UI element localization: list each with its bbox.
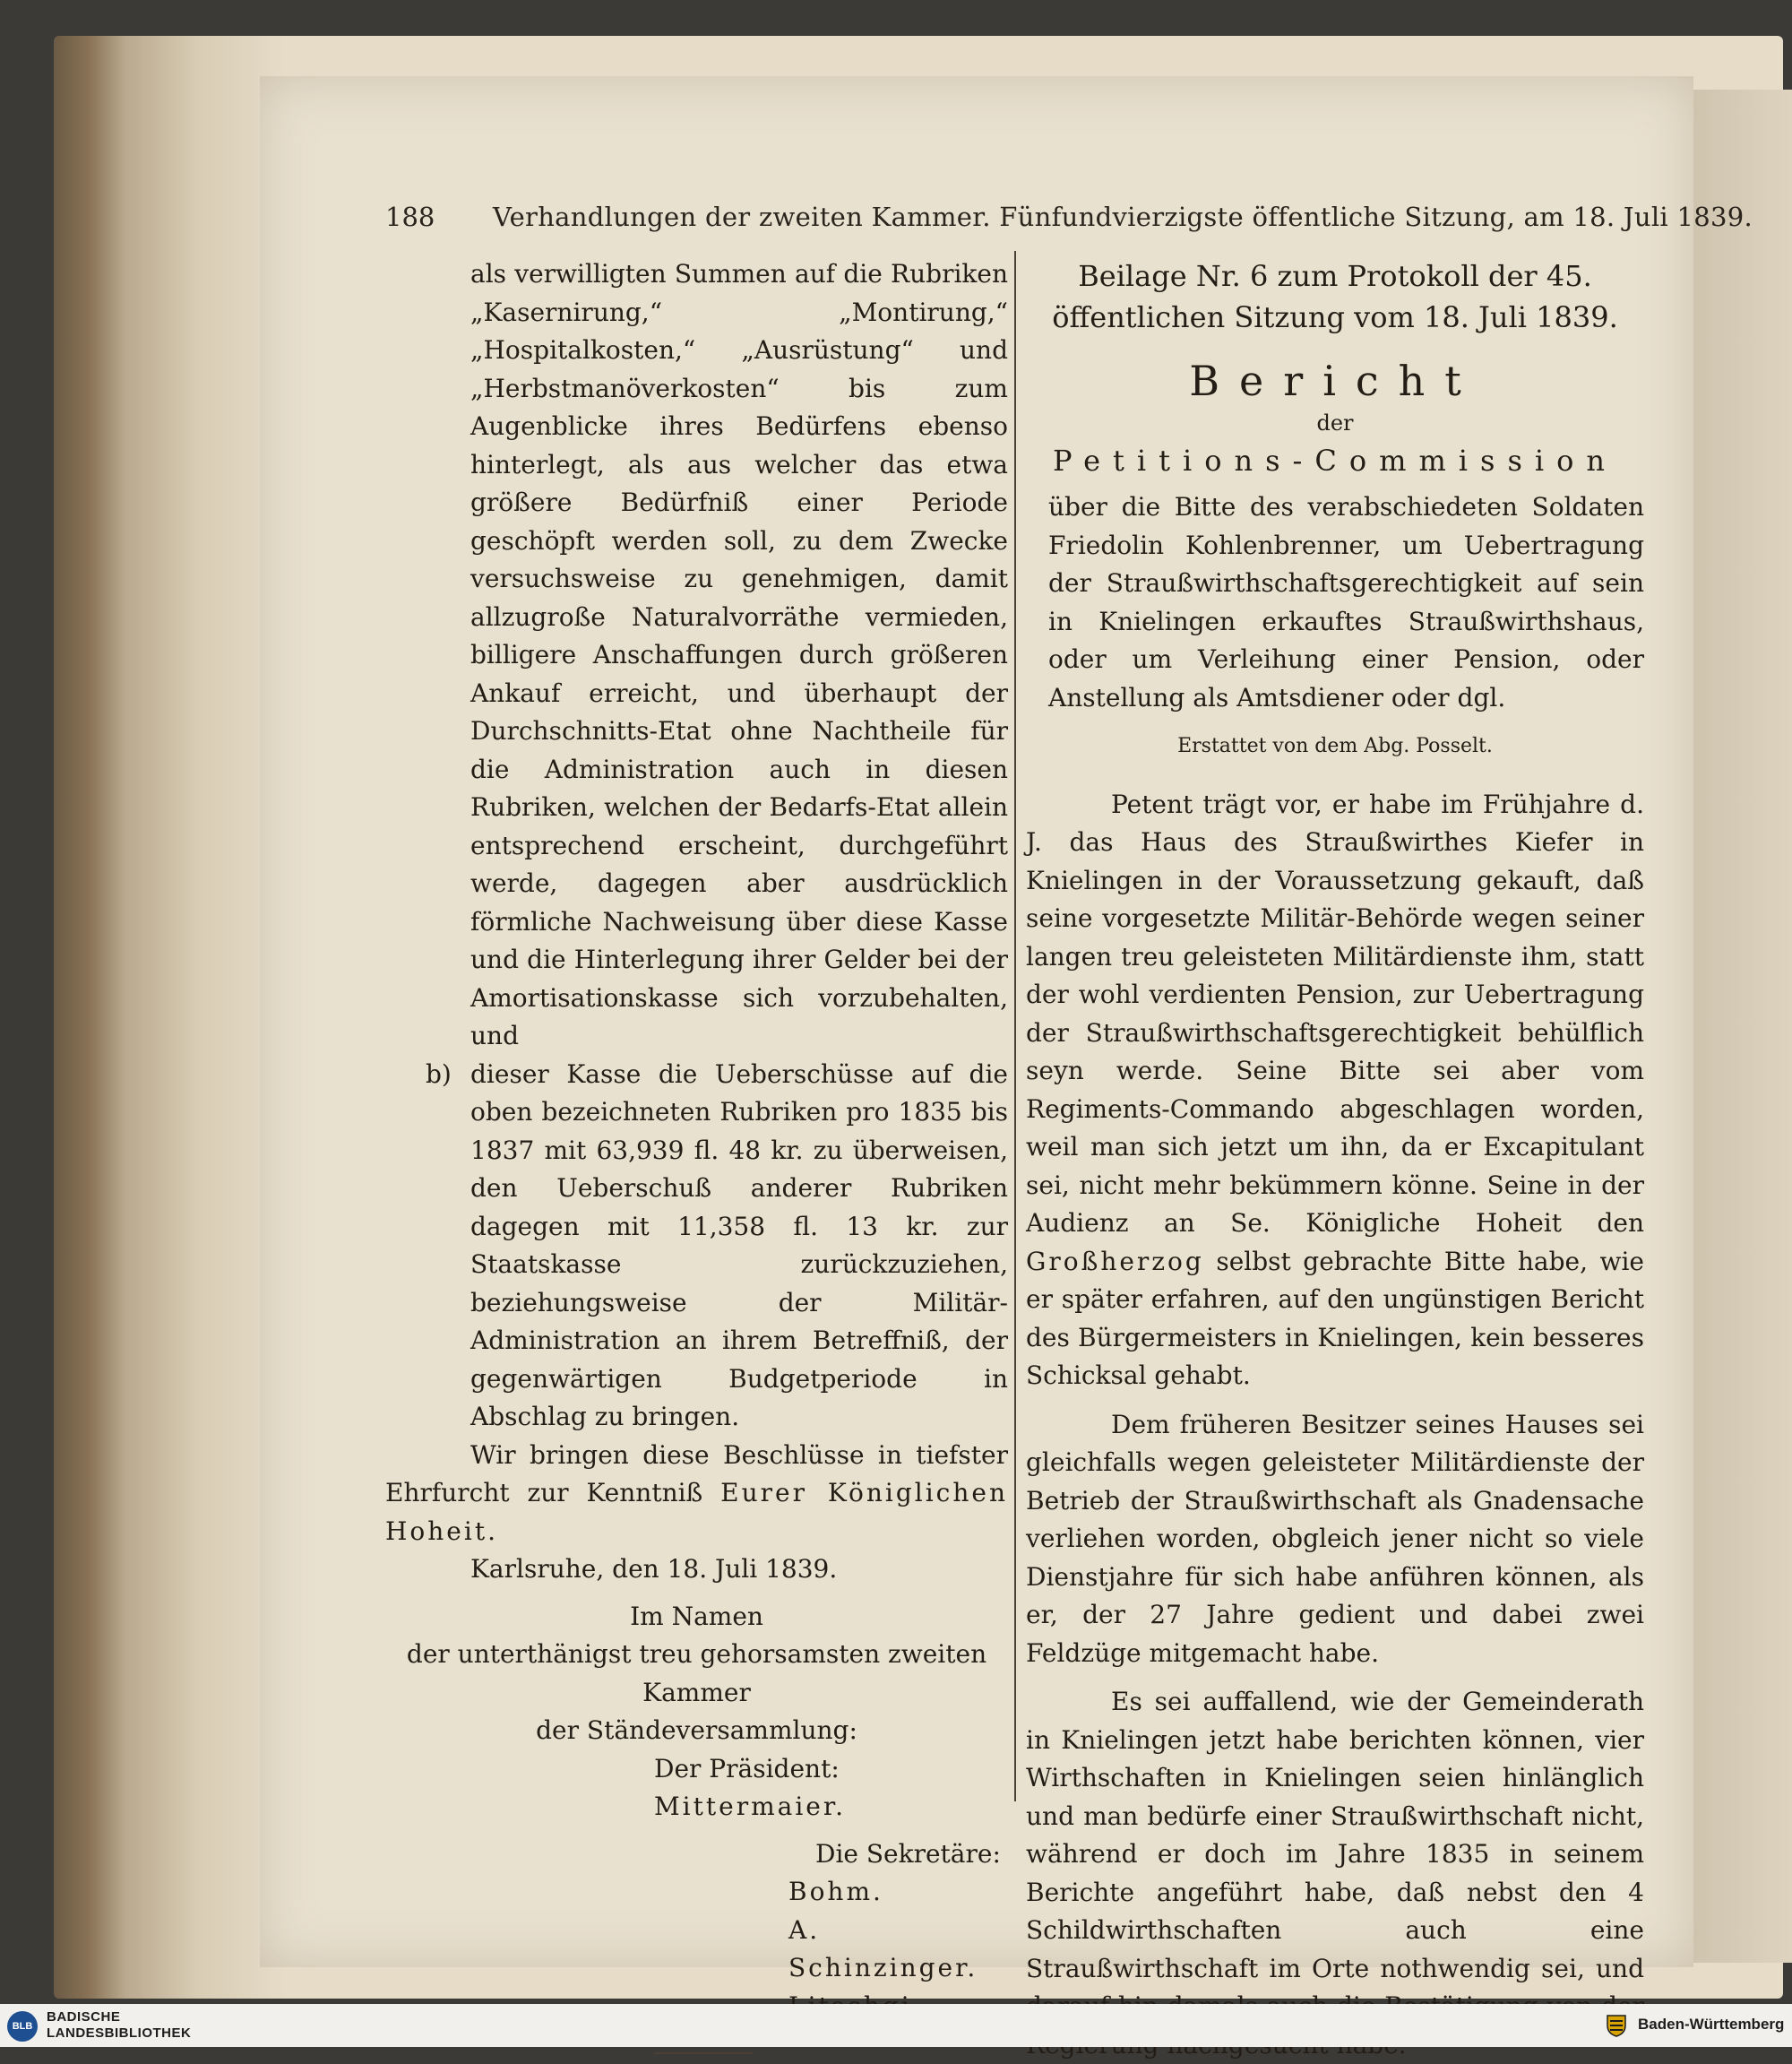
state-name[interactable]: Baden-Württemberg xyxy=(1638,2016,1785,2033)
paragraph-2: Dem früheren Besitzer seines Hauses sei gleichfalls wegen geleisteter Militärdienste der Betrieb der Straußwirthschaft als Gnadensache verliehen worden, obgleich jener nicht so viele Dienstjahre für sich habe anführen können, als er, der 27 Jahre gedient und dabei zwei Feldzüge mitgemacht habe. xyxy=(1026,1409,1644,1668)
praesident-name: Mittermaier. xyxy=(654,1792,847,1821)
column-divider xyxy=(1014,251,1016,1801)
closing-address: Eurer Königlichen Hoheit. xyxy=(385,1478,1008,1546)
blb-logo-icon[interactable]: BLB xyxy=(7,2011,38,2042)
next-page-edge xyxy=(1693,90,1792,1963)
kammer-line: der unterthänigst treu gehorsamsten zweiten Kammer xyxy=(406,1639,987,1707)
list-item-text: dieser Kasse die Ueberschüsse auf die oben bezeichneten Rubriken pro 1835 bis 1837 mit 63,939 fl. 48 kr. zu überweisen, den Ueberschuß anderer Rubriken dagegen mit 11,358 fl. 13 kr. zur Staatskasse zurückzuziehen, beziehungsweise der Militär-Administration an ihrem Betreffniß, der gegenwärtigen Budgetperiode in Abschlag zu bringen. xyxy=(470,1058,1008,1431)
paragraph-1 xyxy=(1026,786,1644,1395)
coat-of-arms-icon[interactable] xyxy=(1604,2013,1629,2038)
page-number: 188 xyxy=(385,202,435,232)
paragraph-3: Es sei auffallend, wie der Gemeinderath in Knielingen jetzt habe berichten können, vier Wirthschaften in Knielingen seien hinlänglich und man bedürfe einer Straußwirthschaft nicht, während er doch im Jahre 1835 in seinem Berichte angeführt habe, daß nebst den 4 Schildwirthschaften auch eine Straußwirthschaft im Orte nothwendig sei, und xyxy=(1026,1687,1644,1983)
library-name-line1: BADISCHE xyxy=(47,2009,121,2025)
sekretaer-1: Bohm. xyxy=(788,1877,883,1906)
paragraph-1-text: Petent trägt vor, er habe im Frühjahre d. J. das Haus des Straußwirthes Kiefer in Knielingen in der Voraussetzung gekauft, daß seine vorgesetzte Militär-Behörde wegen seiner langen treu geleisteten Militärdienste ihm, statt der wohl verdienten Pension, zur Uebertragung der Straußwirthschaftsgerechtigkeit behülflich seyn werde. Seine Bitte sei aber vom Regiments-Commando abgeschlagen worden, weil man sich jetzt um ihn, da er Excapitulant sei, nicht mehr bekümmern könne. Seine in der Audienz an Se. Königliche Hoheit den xyxy=(1026,789,1644,1238)
signature-block xyxy=(385,1598,1008,2055)
erstattet-line: Erstattet von dem Abg. Posselt. xyxy=(1177,735,1493,757)
closing-paragraph xyxy=(385,1437,1008,1551)
running-title: Verhandlungen der zweiten Kammer. Fünfundvierzigste öffentliche Sitzung, am 18. Juli 1839. xyxy=(493,202,1753,232)
report-heading: Bericht xyxy=(1189,357,1481,405)
paragraph-1-grossherzog: Großherzog xyxy=(1026,1246,1204,1276)
beilage-title: Beilage Nr. 6 zum Protokoll der 45. öffentlichen Sitzung vom 18. Juli 1839. xyxy=(1052,259,1618,334)
sekretaere-label: Die Sekretäre: xyxy=(815,1838,1001,1869)
left-column xyxy=(385,255,1008,2054)
commission-heading: Petitions-Commission xyxy=(1053,444,1617,478)
right-column xyxy=(1026,255,1644,2064)
list-item-label: b) xyxy=(426,1058,452,1089)
continued-paragraph: als verwilligten Summen auf die Rubriken „Kasernirung,“ „Montirung,“ „Hospitalkosten,“ „Ausrüstung“ und „Herbstmanöverkosten“ bis zum Augenblicke ihres Bedürfens ebenso hinterlegt, als aus welcher das etwa größere Bedürfniß einer Periode geschöpft werden soll, zu dem Zwecke versuchsweise zu genehmigen, damit allzugroße Naturalvorräthe vermieden, billigere Anschaffungen durch größeren Ankauf erreicht, und überhaupt der Durchschnitts-Etat ohne Nachtheile für die Administration auch in diesen Rubriken, welchen der Bedarfs-Etat allein entsprechend erscheint, durchgeführt werde, dagegen aber ausdrücklich förmliche Nachweisung über diese Kasse und die Hinterlegung ihrer Gelder bei der Amortisationskasse sich vorzubehalten, und xyxy=(470,259,1008,1050)
versammlung-line: der Ständeversammlung: xyxy=(536,1715,857,1745)
report-der: der xyxy=(1316,410,1354,436)
viewer-footer xyxy=(0,2004,1792,2047)
list-item-b xyxy=(385,1056,1008,1437)
sekretaer-2: A. Schinzinger. xyxy=(788,1914,978,1982)
closing-text: Wir bringen diese Beschlüsse in tiefster Ehrfurcht zur Kenntniß xyxy=(385,1439,1008,1507)
library-name[interactable] xyxy=(47,2009,191,2042)
library-name-line2: LANDESBIBLIOTHEK xyxy=(47,2025,192,2041)
end-rule xyxy=(654,2052,753,2054)
praesident-label: Der Präsident: xyxy=(654,1753,840,1783)
im-namen: Im Namen xyxy=(630,1601,763,1631)
paragraph-1-end: selbst gebrachte Bitte habe, wie er später erfahren, auf den ungünstigen Bericht des Bürgermeisters in Knielingen, kein besseres Schicksal gehabt. xyxy=(1026,1246,1644,1390)
report-subject: über die Bitte des verabschiedeten Soldaten Friedolin Kohlenbrenner, um Uebertragung der Straußwirthschaftsgerechtigkeit auf sein in Knielingen erkauftes Straußwirthshaus, oder um Verleihung einer Pension, oder Anstellung als Amtsdiener oder dgl. xyxy=(1048,492,1644,712)
place-date: Karlsruhe, den 18. Juli 1839. xyxy=(470,1554,838,1584)
